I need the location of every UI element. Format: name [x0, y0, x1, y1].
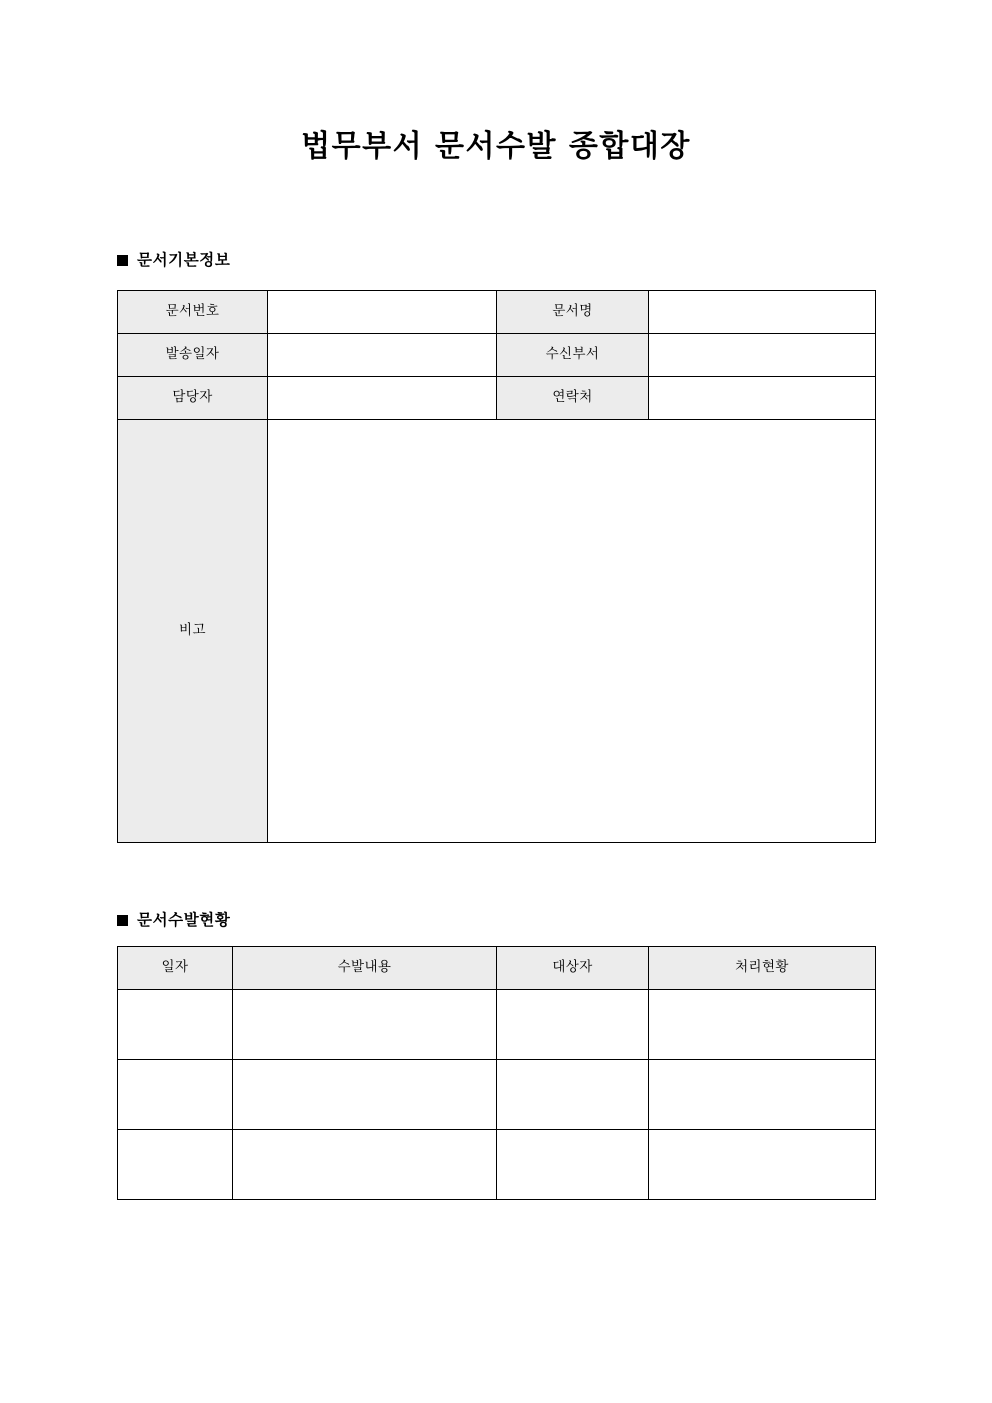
label-cell-document-number: 문서번호	[118, 291, 268, 334]
page-title: 법무부서 문서수발 종합대장	[301, 129, 691, 164]
column-header-content: 수발내용	[233, 947, 497, 990]
section-heading-label: 문서기본정보	[137, 251, 231, 269]
value-cell-document-number[interactable]	[268, 291, 497, 334]
cell-content[interactable]	[233, 1130, 497, 1200]
section-heading-exchange-status	[117, 913, 230, 929]
section-heading-basic-info	[117, 253, 230, 269]
table-row	[118, 1130, 876, 1200]
cell-status[interactable]	[649, 1060, 876, 1130]
table-row	[118, 334, 876, 377]
value-cell-contact[interactable]	[649, 377, 876, 420]
value-cell-receiving-department[interactable]	[649, 334, 876, 377]
cell-date[interactable]	[118, 1060, 233, 1130]
table-row	[118, 1060, 876, 1130]
label-cell-contact: 연락처	[497, 377, 649, 420]
section-heading-label: 문서수발현황	[137, 911, 231, 929]
cell-content[interactable]	[233, 1060, 497, 1130]
cell-target[interactable]	[497, 1130, 649, 1200]
basic-info-table	[117, 290, 876, 843]
cell-target[interactable]	[497, 1060, 649, 1130]
cell-status[interactable]	[649, 1130, 876, 1200]
black-square-bullet-icon	[117, 255, 128, 266]
label-cell-send-date: 발송일자	[118, 334, 268, 377]
cell-date[interactable]	[118, 990, 233, 1060]
exchange-status-table	[117, 946, 876, 1200]
value-cell-remarks[interactable]	[268, 420, 876, 843]
cell-status[interactable]	[649, 990, 876, 1060]
cell-target[interactable]	[497, 990, 649, 1060]
cell-content[interactable]	[233, 990, 497, 1060]
label-cell-remarks: 비고	[118, 420, 268, 843]
column-header-date: 일자	[118, 947, 233, 990]
cell-date[interactable]	[118, 1130, 233, 1200]
table-header-row	[118, 947, 876, 990]
label-cell-person-in-charge: 담당자	[118, 377, 268, 420]
value-cell-send-date[interactable]	[268, 334, 497, 377]
black-square-bullet-icon	[117, 915, 128, 926]
value-cell-document-name[interactable]	[649, 291, 876, 334]
column-header-status: 처리현황	[649, 947, 876, 990]
column-header-target: 대상자	[497, 947, 649, 990]
label-cell-document-name: 문서명	[497, 291, 649, 334]
table-row	[118, 377, 876, 420]
table-row-remarks	[118, 420, 876, 843]
table-row	[118, 291, 876, 334]
value-cell-person-in-charge[interactable]	[268, 377, 497, 420]
label-cell-receiving-department: 수신부서	[497, 334, 649, 377]
table-row	[118, 990, 876, 1060]
